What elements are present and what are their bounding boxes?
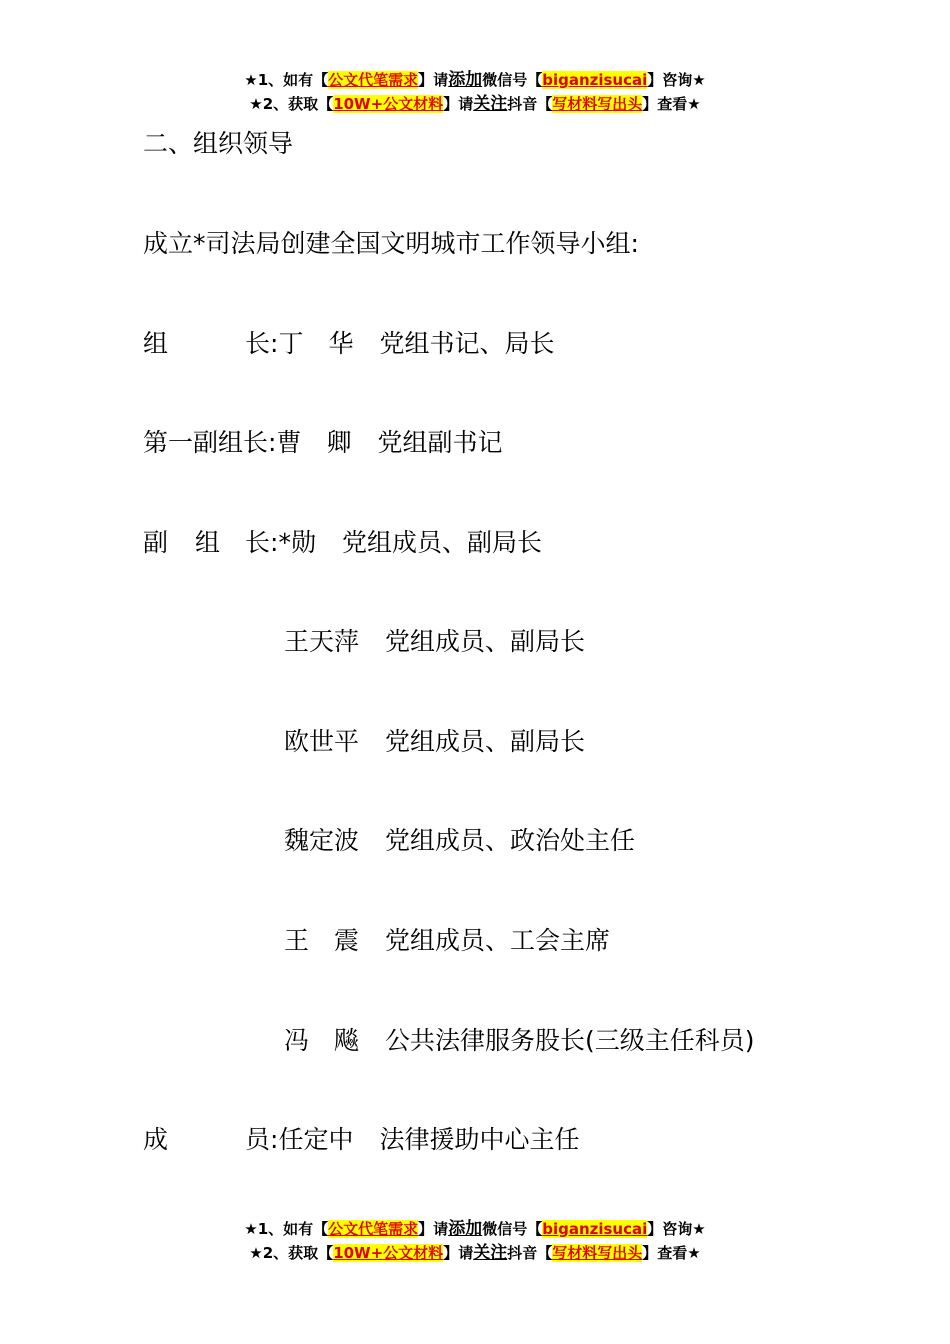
banner-line-1 [0,68,950,92]
row-deputy [143,528,542,558]
person-title: 公共法律服务股长(三级主任科员) [385,1026,755,1055]
label: 长: [245,329,279,358]
row-member [143,1125,579,1155]
row-deputy-2 [284,627,585,657]
banner-text: 】请 [443,95,474,113]
row-deputy-6 [284,1026,755,1056]
banner-wechat-id: biganzisucai [542,1220,648,1238]
person-name: 王天萍 [284,627,360,656]
person-title: 党组副书记 [377,428,503,457]
banner-underline: 关注 [473,1243,508,1263]
bottom-banner [0,1217,950,1265]
banner-highlight: 10W+公文材料 [333,95,444,113]
person-title: 党组书记、局长 [379,329,555,358]
person-name: 曹 卿 [276,428,352,457]
person-name: 王 震 [284,926,360,955]
banner-text: 】咨询★ [647,1220,706,1238]
person-name: 魏定波 [284,826,360,855]
label: 长: [245,528,279,557]
banner-underline: 添加 [448,70,483,90]
banner-text: 】请 [418,1220,449,1238]
label: 第一副组长: [143,428,277,457]
person-title: 法律援助中心主任 [379,1125,580,1154]
label: 副 [143,528,169,557]
banner-wechat-id: biganzisucai [542,71,648,89]
banner-line-1 [0,1217,950,1241]
person-name: *勋 [278,528,316,557]
section-heading: 二、组织领导 [143,129,294,158]
banner-underline: 添加 [448,1219,483,1239]
person-title: 党组成员、政治处主任 [385,826,636,855]
label: 员: [245,1125,279,1154]
person-title: 党组成员、副局长 [385,727,586,756]
row-deputy-3 [284,727,585,757]
row-deputy-4 [284,826,635,856]
banner-text: ★1、如有【 [244,1220,329,1238]
label: 组 [143,329,169,358]
banner-text: 微信号【 [482,71,543,89]
person-name: 欧世平 [284,727,360,756]
banner-highlight: 10W+公文材料 [333,1244,444,1262]
person-title: 党组成员、副局长 [341,528,542,557]
top-banner [0,68,950,116]
row-deputy-5 [284,926,610,956]
banner-text: 】查看★ [642,95,701,113]
banner-text: 】请 [418,71,449,89]
banner-highlight: 写材料写出头 [552,95,643,113]
banner-line-2 [0,92,950,116]
banner-text: 抖音【 [507,95,553,113]
banner-underline: 关注 [473,94,508,114]
banner-highlight: 公文代笔需求 [328,71,419,89]
banner-text: 微信号【 [482,1220,543,1238]
banner-highlight: 公文代笔需求 [328,1220,419,1238]
person-title: 党组成员、工会主席 [385,926,611,955]
banner-text: 】请 [443,1244,474,1262]
banner-highlight: 写材料写出头 [552,1244,643,1262]
banner-text: ★2、获取【 [249,1244,334,1262]
person-name: 任定中 [278,1125,354,1154]
row-leader [143,329,554,359]
banner-line-2 [0,1241,950,1265]
banner-text: ★1、如有【 [244,71,329,89]
banner-text: 】咨询★ [647,71,706,89]
label: 成 [143,1125,169,1154]
row-first-deputy [143,428,502,458]
intro-paragraph: 成立*司法局创建全国文明城市工作领导小组: [143,229,639,258]
banner-text: 】查看★ [642,1244,701,1262]
person-name: 丁 华 [278,329,354,358]
person-name: 冯 飚 [284,1026,360,1055]
banner-text: 抖音【 [507,1244,553,1262]
banner-text: ★2、获取【 [249,95,334,113]
person-title: 党组成员、副局长 [385,627,586,656]
label: 组 [195,528,221,557]
